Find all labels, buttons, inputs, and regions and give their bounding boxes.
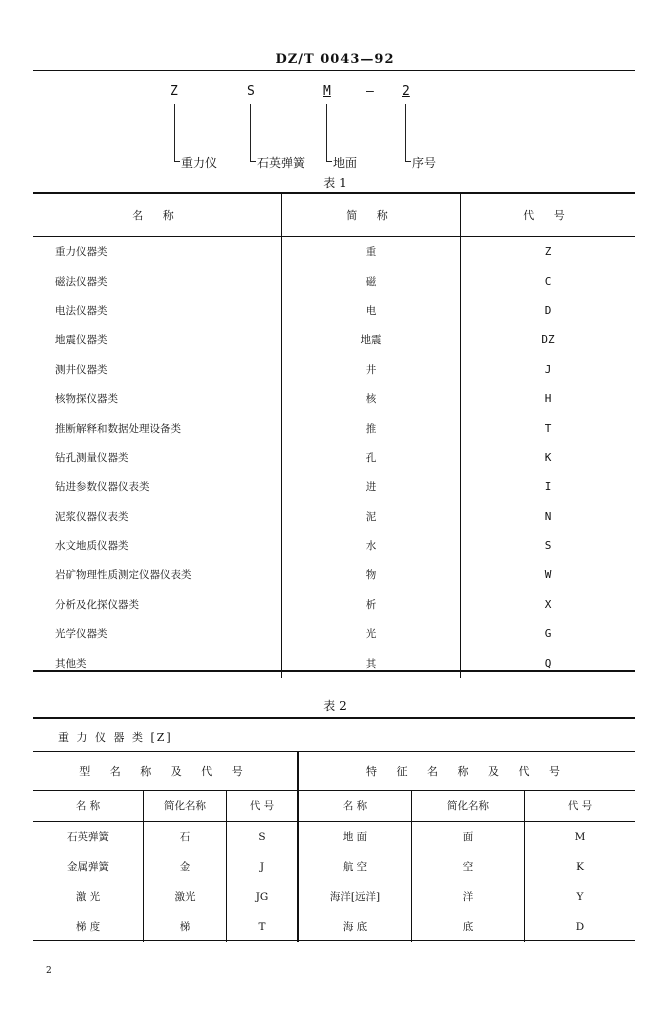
- table1-cell-name: 重力仪器类: [55, 246, 108, 259]
- table1-cell-short: 析: [282, 590, 461, 619]
- table1-row: [33, 325, 635, 354]
- table1-cell-name: 水文地质仪器类: [55, 540, 129, 553]
- table1-cell-name: 分析及化探仪器类: [55, 598, 139, 611]
- table2-cell-l-short: 石: [144, 821, 227, 852]
- table2-top-rule: [33, 717, 635, 719]
- table2-cell-l-short: 金: [144, 852, 227, 882]
- table2: [33, 752, 635, 942]
- table1-cell-name: 地震仪器类: [55, 334, 108, 347]
- table2-subheader: 代 号: [227, 790, 299, 821]
- table1-cell-code: W: [544, 568, 552, 582]
- table1-row: [33, 443, 635, 472]
- table2-cell-l-short: 激光: [144, 882, 227, 912]
- table1-cell-short: 地震: [282, 325, 461, 354]
- table2-subheader: 代 号: [525, 790, 636, 821]
- code-letter-s: S: [247, 84, 255, 99]
- table1-cell-name: 推断解释和数据处理设备类: [55, 422, 181, 435]
- table1-row: [33, 531, 635, 560]
- table1-cell-code: H: [544, 392, 552, 406]
- connector-line: [174, 161, 180, 162]
- header-rule: [33, 70, 635, 71]
- table1-cell-code: Z: [544, 245, 552, 259]
- table1-body: [33, 237, 635, 678]
- table2-body: [33, 821, 635, 942]
- table1-cell-code: I: [544, 480, 552, 494]
- table1-header-name: 名 称: [33, 194, 282, 237]
- table1-cell-code: X: [544, 597, 552, 611]
- table2-cell-r-short: 空: [412, 852, 525, 882]
- table2-cell-l-name: 激 光: [75, 891, 101, 903]
- table1-cell-short: 电: [282, 296, 461, 325]
- table1-cell-name: 核物探仪器类: [55, 393, 118, 406]
- table1-cell-short: 其: [282, 648, 461, 677]
- table2-cell-l-code: S: [227, 821, 299, 852]
- table1-cell-code: Q: [544, 656, 552, 670]
- page-number: 2: [46, 966, 52, 976]
- table2-category: 重 力 仪 器 类 [Z]: [58, 731, 173, 744]
- table2-cell-l-code: JG: [227, 882, 299, 912]
- table1-row: [33, 296, 635, 325]
- table2-cell-r-code: M: [525, 821, 636, 852]
- connector-line: [405, 104, 406, 162]
- connector-line: [250, 104, 251, 162]
- document-header: DZ/T 0043—92: [275, 52, 395, 67]
- table1-cell-short: 进: [282, 472, 461, 501]
- table2-cell-r-name: 航 空: [298, 852, 412, 882]
- table1-cell-name: 光学仪器类: [55, 628, 108, 641]
- code-letter-2: 2: [402, 84, 410, 99]
- table1-row: [33, 472, 635, 501]
- table1-row: [33, 237, 635, 267]
- table1-row: [33, 560, 635, 589]
- table1-cell-code: G: [544, 627, 552, 641]
- table2-cell-l-name: 石英弹簧: [67, 831, 109, 843]
- code-letter-z: Z: [170, 84, 178, 99]
- table2-caption: 表 2: [323, 699, 347, 713]
- table1-header-code: 代 号: [461, 194, 636, 237]
- table2-subheader: 名 称: [33, 790, 144, 821]
- table1-cell-code: S: [544, 539, 552, 553]
- table1-cell-short: 井: [282, 355, 461, 384]
- table1-row: [33, 590, 635, 619]
- table1-cell-short: 物: [282, 560, 461, 589]
- table1-cell-name: 磁法仪器类: [55, 275, 108, 288]
- table2-cell-r-short: 底: [412, 912, 525, 942]
- table2-cell-r-name: 海 底: [298, 912, 412, 942]
- table1-cell-short: 重: [282, 237, 461, 267]
- table2-row: [33, 912, 635, 942]
- table1-cell-short: 核: [282, 384, 461, 413]
- table1-cell-code: C: [544, 274, 552, 288]
- connector-line: [326, 161, 332, 162]
- table2-bottom-rule: [33, 940, 635, 941]
- table1-row: [33, 266, 635, 295]
- table1-cell-short: 泥: [282, 502, 461, 531]
- code-letter-m: M: [323, 84, 331, 99]
- table1-cell-name: 泥浆仪器仪表类: [55, 510, 129, 523]
- code-label: 序号: [412, 156, 437, 170]
- table1-cell-code: D: [544, 303, 552, 317]
- code-label: 重力仪: [181, 156, 218, 170]
- connector-line: [250, 161, 256, 162]
- code-label: 地面: [333, 156, 358, 170]
- code-dash: —: [366, 84, 374, 99]
- code-label: 石英弹簧: [257, 156, 306, 170]
- table1-cell-short: 推: [282, 413, 461, 442]
- table2-cell-r-code: Y: [525, 882, 636, 912]
- table2-cell-r-name: 海洋[远洋]: [298, 882, 412, 912]
- table1-cell-code: T: [544, 421, 552, 435]
- table1-cell-name: 其他类: [55, 657, 87, 670]
- connector-line: [174, 104, 175, 162]
- table1: [33, 194, 635, 678]
- table1-cell-name: 岩矿物理性质测定仪器仪表类: [55, 569, 192, 582]
- table2-row: [33, 882, 635, 912]
- table1-row: [33, 648, 635, 677]
- table2-cell-l-short: 梯: [144, 912, 227, 942]
- table2-cell-r-short: 面: [412, 821, 525, 852]
- table1-cell-code: N: [544, 509, 552, 523]
- table1-row: [33, 384, 635, 413]
- table1-row: [33, 502, 635, 531]
- table1-cell-code: DZ: [541, 333, 555, 347]
- table1-bottom-rule: [33, 670, 635, 672]
- table2-subheader: 简化名称: [144, 790, 227, 821]
- table2-row: [33, 852, 635, 882]
- table1-row: [33, 619, 635, 648]
- table1-cell-name: 测井仪器类: [55, 363, 108, 376]
- table1-caption: 表 1: [323, 176, 347, 190]
- table2-subheader: 简化名称: [412, 790, 525, 821]
- table2-cell-l-code: T: [227, 912, 299, 942]
- table2-row: [33, 821, 635, 852]
- connector-line: [326, 104, 327, 162]
- table1-row: [33, 355, 635, 384]
- table1-cell-short: 水: [282, 531, 461, 560]
- table2-cell-r-name: 地 面: [298, 821, 412, 852]
- table1-cell-name: 钻孔测量仪器类: [55, 451, 129, 464]
- table1-cell-code: K: [544, 450, 552, 464]
- table1-cell-short: 光: [282, 619, 461, 648]
- table2-group-left: 型 名 称 及 代 号: [79, 764, 251, 778]
- table1-row: [33, 413, 635, 442]
- table2-cell-r-short: 洋: [412, 882, 525, 912]
- table2-cell-r-code: D: [525, 912, 636, 942]
- table2-cell-l-name: 金属弹簧: [67, 861, 109, 873]
- table1-cell-name: 电法仪器类: [55, 304, 108, 317]
- table2-cell-l-name: 梯 度: [75, 921, 101, 933]
- table1-header-short: 简 称: [282, 194, 461, 237]
- table2-cell-l-code: J: [227, 852, 299, 882]
- table2-subheader: 名 称: [298, 790, 412, 821]
- connector-line: [405, 161, 411, 162]
- table1-cell-short: 磁: [282, 266, 461, 295]
- table2-cell-r-code: K: [525, 852, 636, 882]
- table1-cell-name: 钻进参数仪器仪表类: [55, 481, 150, 494]
- table1-cell-short: 孔: [282, 443, 461, 472]
- table2-group-right: 特 征 名 称 及 代 号: [298, 752, 635, 790]
- table1-cell-code: J: [544, 362, 552, 376]
